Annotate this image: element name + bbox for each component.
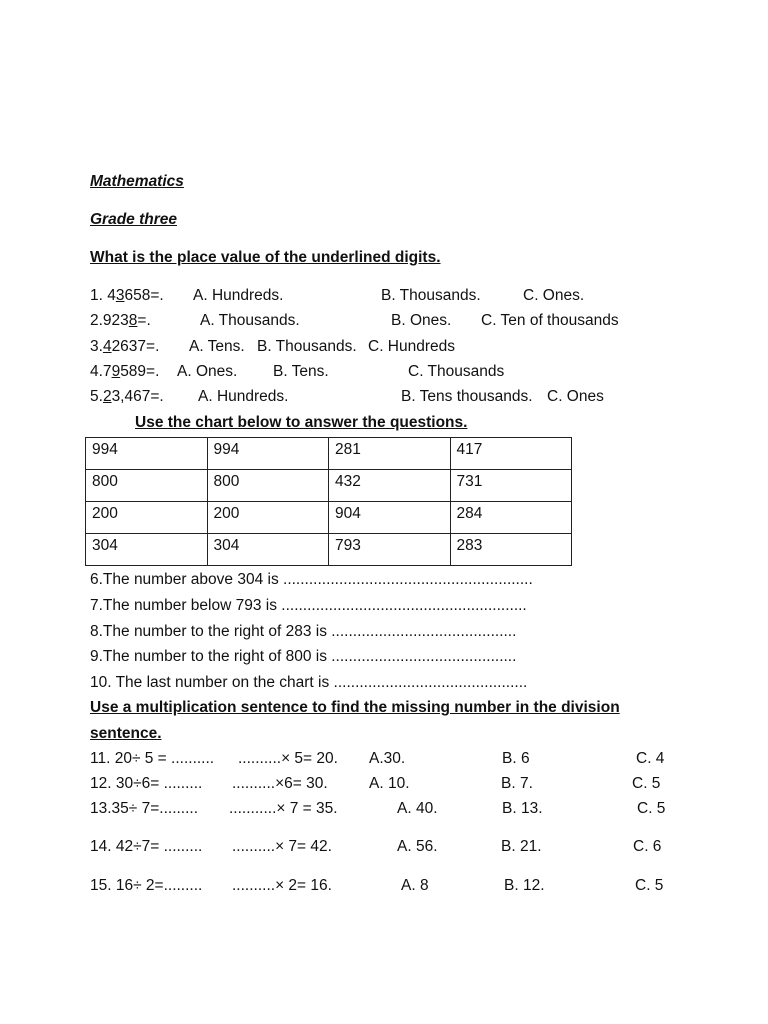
chart-instruction: Use the chart below to answer the questions. [135,414,468,431]
subject-heading: Mathematics [90,173,184,190]
multiplication-blank: ..........×6= 30. [232,775,328,792]
table-cell: 904 [329,502,451,534]
chart-question: 10. The last number on the chart is ............................................. [90,674,528,691]
chart-question: 6.The number above 304 is .......................................................... [90,571,533,588]
table-cell: 994 [207,438,329,470]
table-cell: 994 [86,438,208,470]
table-cell: 281 [329,438,451,470]
number-chart [85,437,572,566]
question-text: 12. 30÷6= ......... [90,775,203,792]
table-cell: 417 [450,438,572,470]
question-row [90,876,690,896]
option-a: A. 56. [397,838,438,855]
option-b: B. 7. [501,775,533,792]
option-a: A. 10. [369,775,410,792]
question-row [90,774,690,794]
question-row [90,749,690,769]
question-text: 15. 16÷ 2=......... [90,877,203,894]
place-value-instruction: What is the place value of the underlined digits. [90,249,441,266]
option-c: C. Ones. [523,287,585,304]
option-a: A. 8 [401,877,429,894]
option-b: B. 13. [502,800,543,817]
table-cell: 731 [450,470,572,502]
question-row [90,337,730,357]
question-row [90,387,730,407]
option-c: C. Ones [547,388,604,405]
division-instruction: Use a multiplication sentence to find the missing number in the division [90,699,620,716]
option-b: B. 12. [504,877,545,894]
table-cell: 304 [207,534,329,566]
underlined-digit: 2 [102,388,112,405]
chart-question: 7.The number below 793 is ......................................................... [90,597,527,614]
chart-question: 9.The number to the right of 800 is ........................................... [90,648,517,665]
table-cell: 432 [329,470,451,502]
question-row [90,799,690,819]
question-text: 2.9238=. [90,312,151,329]
option-c: C. 5 [637,800,666,817]
option-a: A. Hundreds. [198,388,289,405]
table-cell: 800 [86,470,208,502]
table-row [86,438,572,470]
option-c: C. 4 [636,750,665,767]
option-a: A. Hundreds. [193,287,284,304]
option-a: A. Ones. [177,363,238,380]
question-row [90,362,730,382]
option-a: A.30. [369,750,406,767]
option-c: C. 5 [632,775,661,792]
table-row [86,534,572,566]
question-text: 11. 20÷ 5 = .......... [90,750,215,767]
option-c: C. Thousands [408,363,505,380]
question-text: 5.23,467=. [90,388,164,405]
underlined-digit: 3 [115,287,125,304]
table-cell: 800 [207,470,329,502]
question-row [90,837,690,857]
underlined-digit: 4 [102,338,112,355]
option-c: C. Hundreds [368,338,456,355]
multiplication-blank: ..........× 2= 16. [232,877,332,894]
question-text: 13.35÷ 7=......... [90,800,199,817]
option-a: A. Thousands. [200,312,300,329]
table-cell: 283 [450,534,572,566]
option-c: C. Ten of thousands [481,312,619,329]
option-b: B. 21. [501,838,542,855]
table-row [86,502,572,534]
option-b: B. Tens. [273,363,329,380]
table-row [86,470,572,502]
grade-heading: Grade three [90,211,178,228]
underlined-digit: 8 [128,312,138,329]
option-b: B. Thousands. [381,287,481,304]
table-cell: 304 [86,534,208,566]
option-c: C. 5 [635,877,664,894]
option-a: A. 40. [397,800,438,817]
question-text: 4.79589=. [90,363,160,380]
option-b: B. 6 [502,750,530,767]
chart-question: 8.The number to the right of 283 is ........................................... [90,623,517,640]
question-text: 14. 42÷7= ......... [90,838,203,855]
table-cell: 793 [329,534,451,566]
option-b: B. Thousands. [257,338,357,355]
option-a: A. Tens. [189,338,245,355]
table-cell: 284 [450,502,572,534]
question-text: 3.42637=. [90,338,160,355]
multiplication-blank: ..........× 5= 20. [238,750,338,767]
question-text: 1. 43658=. [90,287,164,304]
option-b: B. Ones. [391,312,452,329]
underlined-digit: 9 [111,363,121,380]
division-instruction-cont: sentence. [90,725,162,742]
question-row [90,286,730,306]
option-c: C. 6 [633,838,662,855]
multiplication-blank: ..........× 7= 42. [232,838,332,855]
table-cell: 200 [207,502,329,534]
question-row [90,311,730,331]
option-b: B. Tens thousands. [401,388,533,405]
multiplication-blank: ...........× 7 = 35. [229,800,338,817]
table-cell: 200 [86,502,208,534]
